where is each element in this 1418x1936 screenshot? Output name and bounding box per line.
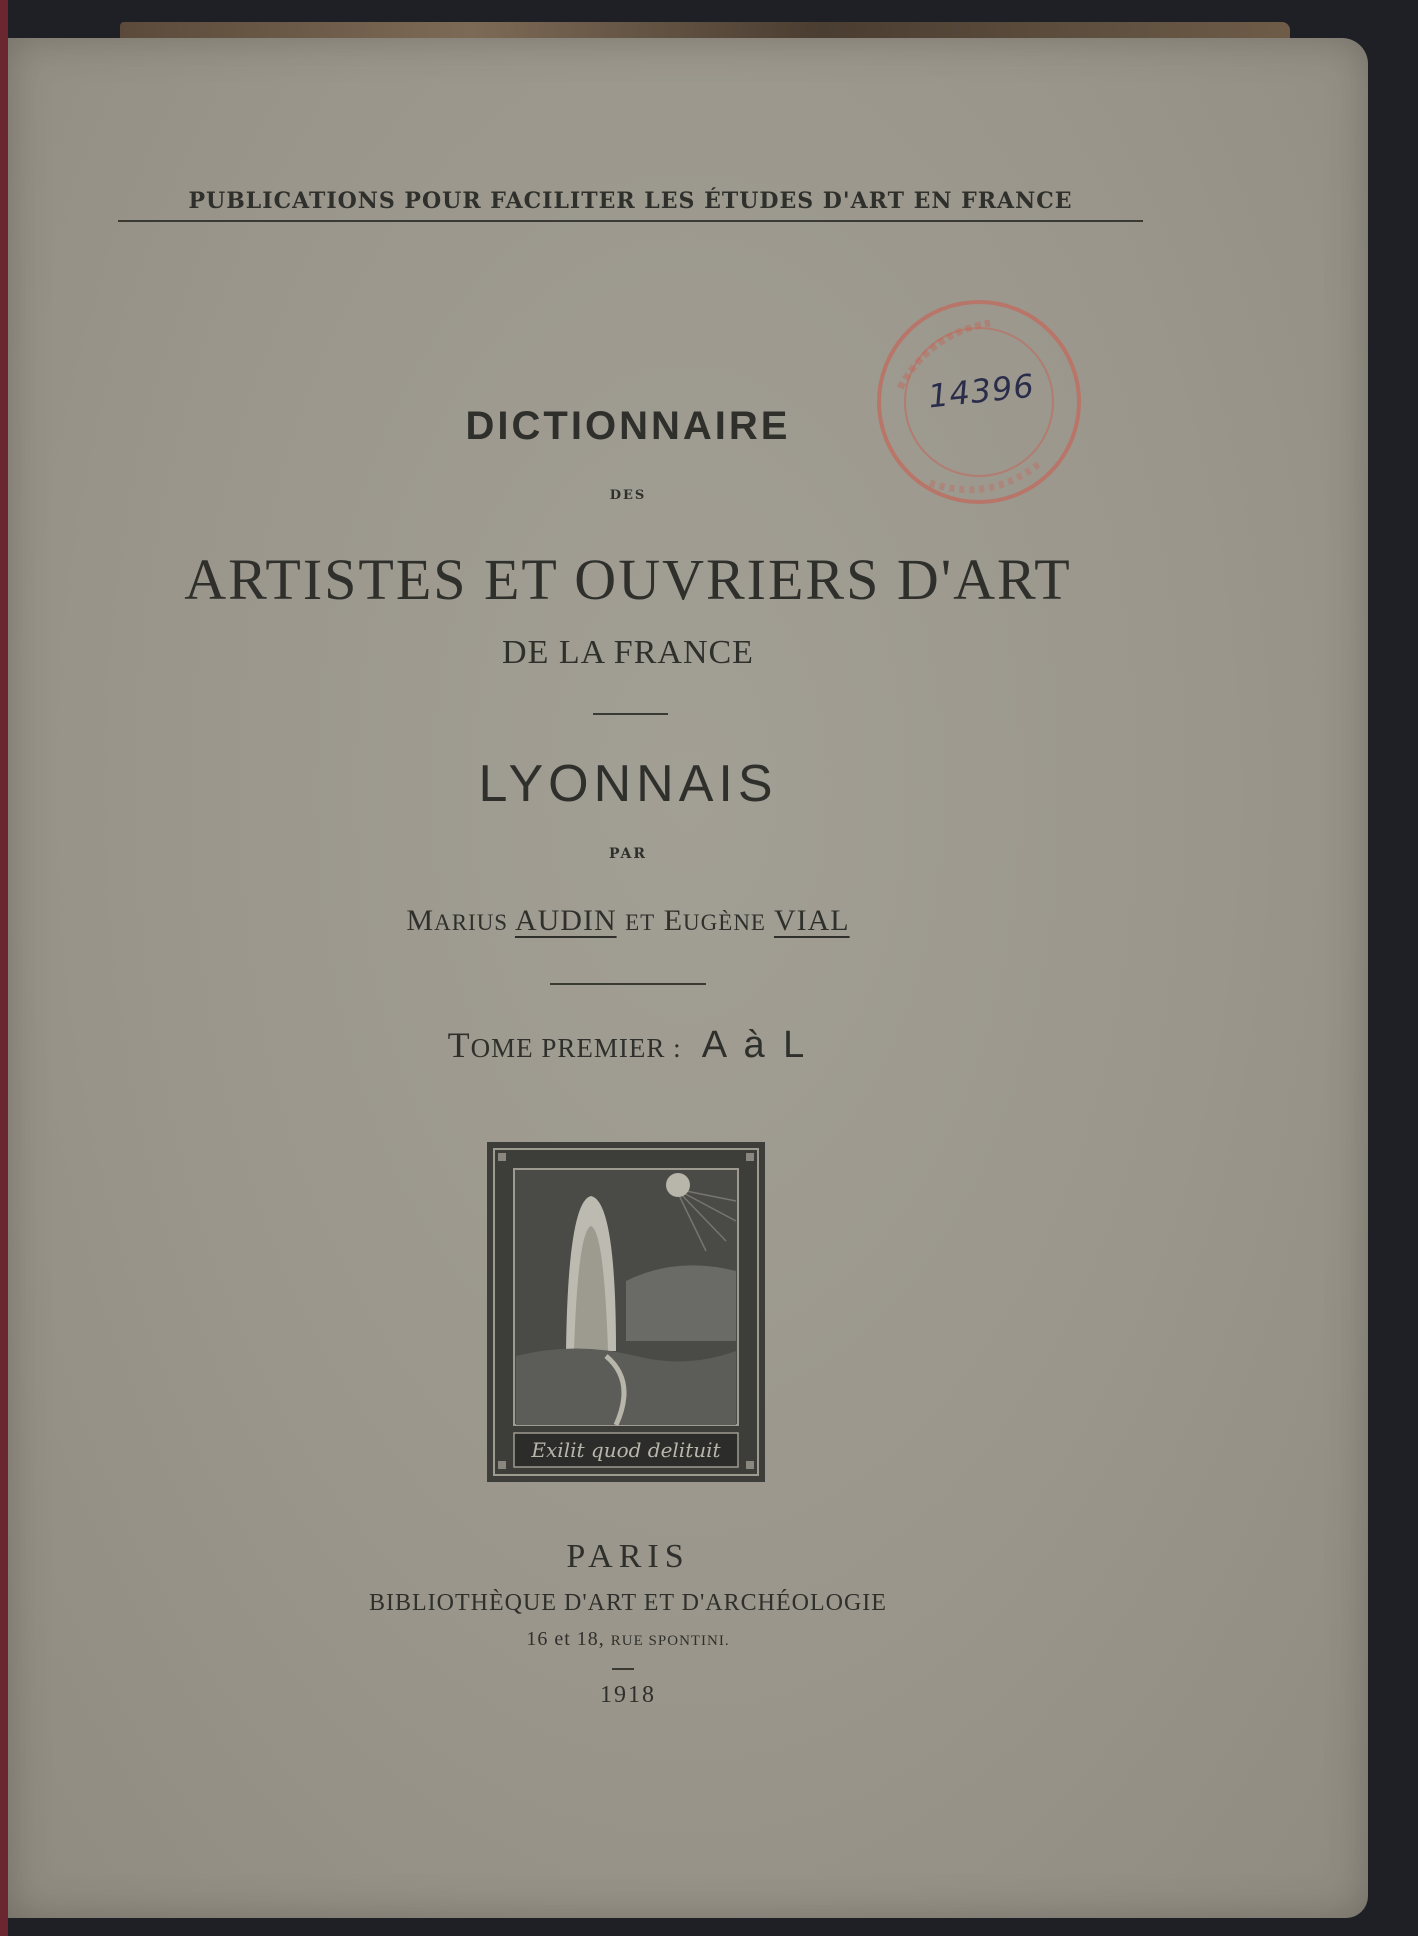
- divider-rule: [593, 713, 668, 715]
- vignette-motto: Exilit quod delituit: [531, 1438, 721, 1462]
- imprint-city: PARIS: [566, 1538, 690, 1575]
- divider-rule-small: [612, 1668, 634, 1670]
- author-second-initial: E: [663, 904, 684, 937]
- divider-rule: [550, 983, 706, 985]
- title-main: ARTISTES ET OUVRIERS D'ART: [184, 547, 1072, 612]
- imprint-address: [8, 1628, 1248, 1651]
- author-first-initial: M: [406, 904, 435, 937]
- series-title: PUBLICATIONS POUR FACILITER LES ÉTUDES D'ART EN FRANCE: [118, 188, 1143, 222]
- author-second-surname: VIAL: [773, 904, 850, 937]
- author-second-given: UGÈNE: [683, 910, 766, 935]
- fountain-vignette: [486, 1141, 766, 1483]
- imprint-publisher: BIBLIOTHÈQUE D'ART ET D'ARCHÉOLOGIE: [369, 1590, 887, 1616]
- imprint-address-street: RUE SPONTINI.: [610, 1633, 730, 1649]
- title-dictionnaire: DICTIONNAIRE: [465, 404, 791, 448]
- title-page: [8, 38, 1368, 1918]
- author-connector: ET: [625, 910, 656, 935]
- authors-line: [8, 904, 1248, 938]
- title-region: LYONNAIS: [478, 755, 778, 813]
- volume-range: A à L: [701, 1024, 809, 1066]
- imprint-address-number: 16 et 18,: [526, 1628, 605, 1650]
- title-des: DES: [609, 488, 647, 503]
- author-first-surname: AUDIN: [514, 904, 617, 937]
- author-first-given: ARIUS: [434, 910, 509, 935]
- volume-label: OME PREMIER :: [470, 1033, 682, 1063]
- volume-line: [8, 1024, 1248, 1067]
- volume-initial: T: [447, 1025, 471, 1065]
- imprint-year: 1918: [600, 1682, 656, 1708]
- handwritten-accession-number: 14396: [926, 366, 1037, 416]
- byline-par: PAR: [608, 846, 647, 862]
- title-subtitle: DE LA FRANCE: [502, 634, 754, 671]
- book-spine-edge: [0, 0, 8, 1936]
